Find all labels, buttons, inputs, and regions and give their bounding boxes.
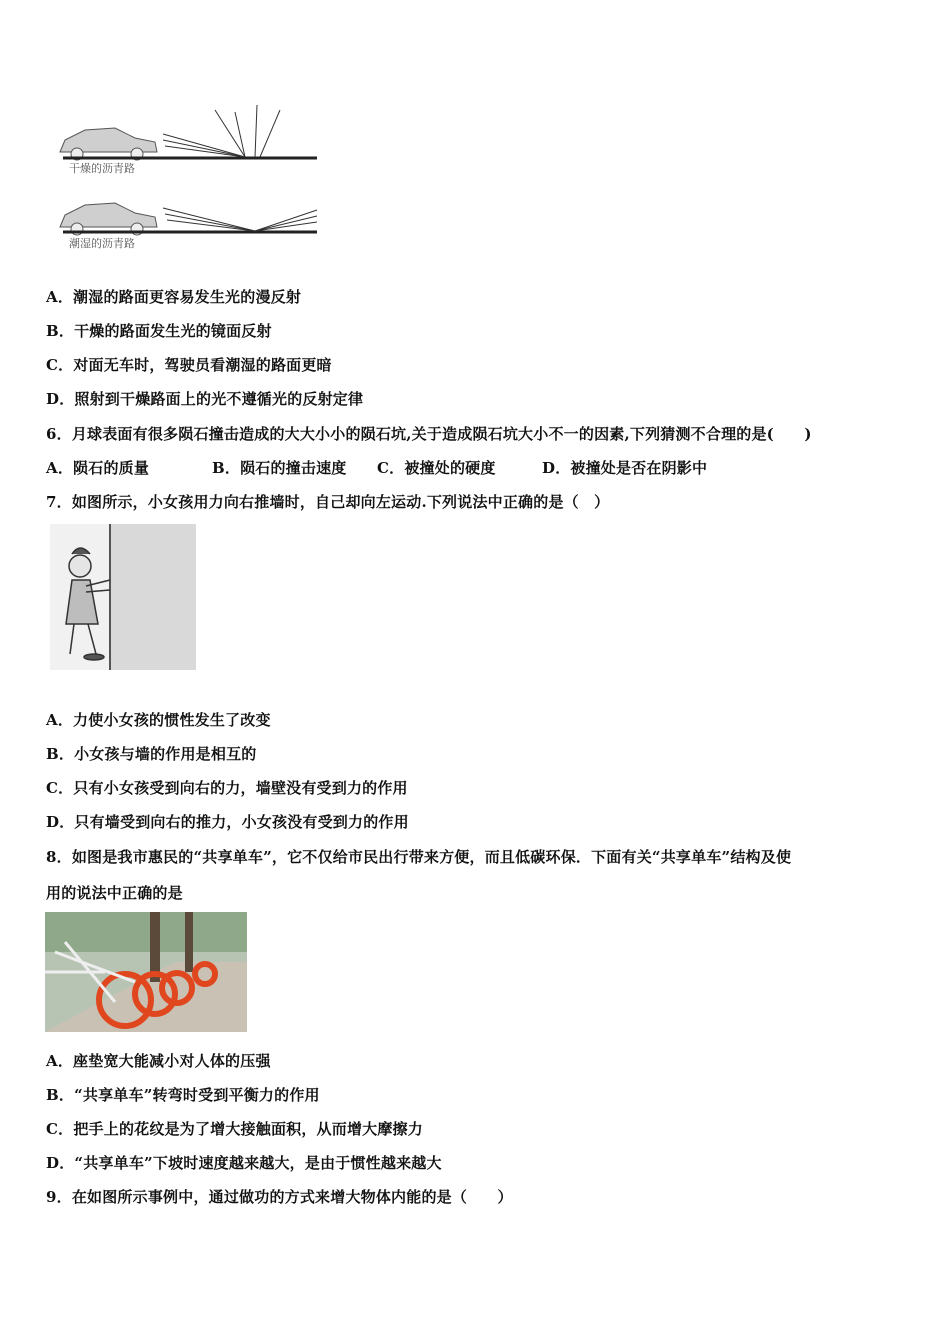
shared-bikes-photo [45, 912, 247, 1032]
q6-option-c: C．被撞处的硬度 [377, 459, 496, 477]
q6-stem: 6．月球表面有很多陨石撞击造成的大大小小的陨石坑,关于造成陨石坑大小不一的因素,下列猜测不合理的是( ) [46, 425, 812, 443]
q8-option-c: C．把手上的花纹是为了增大接触面积，从而增大摩擦力 [46, 1120, 423, 1138]
q8-option-b: B．“共享单车”转弯时受到平衡力的作用 [46, 1086, 320, 1104]
q7-option-d: D．只有墙受到向右的推力，小女孩没有受到力的作用 [46, 813, 409, 831]
q5-option-b: B．干燥的路面发生光的镜面反射 [46, 322, 272, 340]
q7-option-b: B．小女孩与墙的作用是相互的 [46, 745, 257, 763]
girl-pushing-wall-figure [50, 524, 196, 670]
q6-option-d: D．被撞处是否在阴影中 [542, 459, 708, 477]
q8-option-d: D．“共享单车”下坡时速度越来越大，是由于惯性越来越大 [46, 1154, 442, 1172]
q9-stem: 9．在如图所示事例中，通过做功的方式来增大物体内能的是（ ） [46, 1188, 513, 1206]
q6-option-a: A．陨石的质量 [46, 459, 150, 477]
car-icon [60, 128, 157, 160]
q5-option-d: D．照射到干燥路面上的光不遵循光的反射定律 [46, 390, 364, 408]
q5-option-a: A．潮湿的路面更容易发生光的漫反射 [46, 288, 302, 306]
q5-option-c: C．对面无车时，驾驶员看潮湿的路面更暗 [46, 356, 332, 374]
q6-options [46, 457, 906, 477]
road-reflection-figure [55, 100, 325, 260]
q7-option-c: C．只有小女孩受到向右的力，墙壁没有受到力的作用 [46, 779, 408, 797]
q7-stem: 7．如图所示，小女孩用力向右推墙时，自己却向左运动.下列说法中正确的是（ ） [46, 493, 610, 511]
q7-option-a: A．力使小女孩的惯性发生了改变 [46, 711, 271, 729]
q6-option-b: B．陨石的撞击速度 [212, 459, 347, 477]
q8-option-a: A．座垫宽大能减小对人体的压强 [46, 1052, 271, 1070]
q8-stem-line2: 用的说法中正确的是 [46, 884, 183, 902]
dry-road-caption: 干燥的沥青路 [69, 162, 135, 175]
wet-road-caption: 潮湿的沥青路 [69, 237, 135, 250]
q8-stem-line1: 8．如图是我市惠民的“共享单车”，它不仅给市民出行带来方便，而且低碳环保．下面有关“共享单车”结构及使 [46, 848, 792, 866]
car-icon [60, 203, 157, 235]
